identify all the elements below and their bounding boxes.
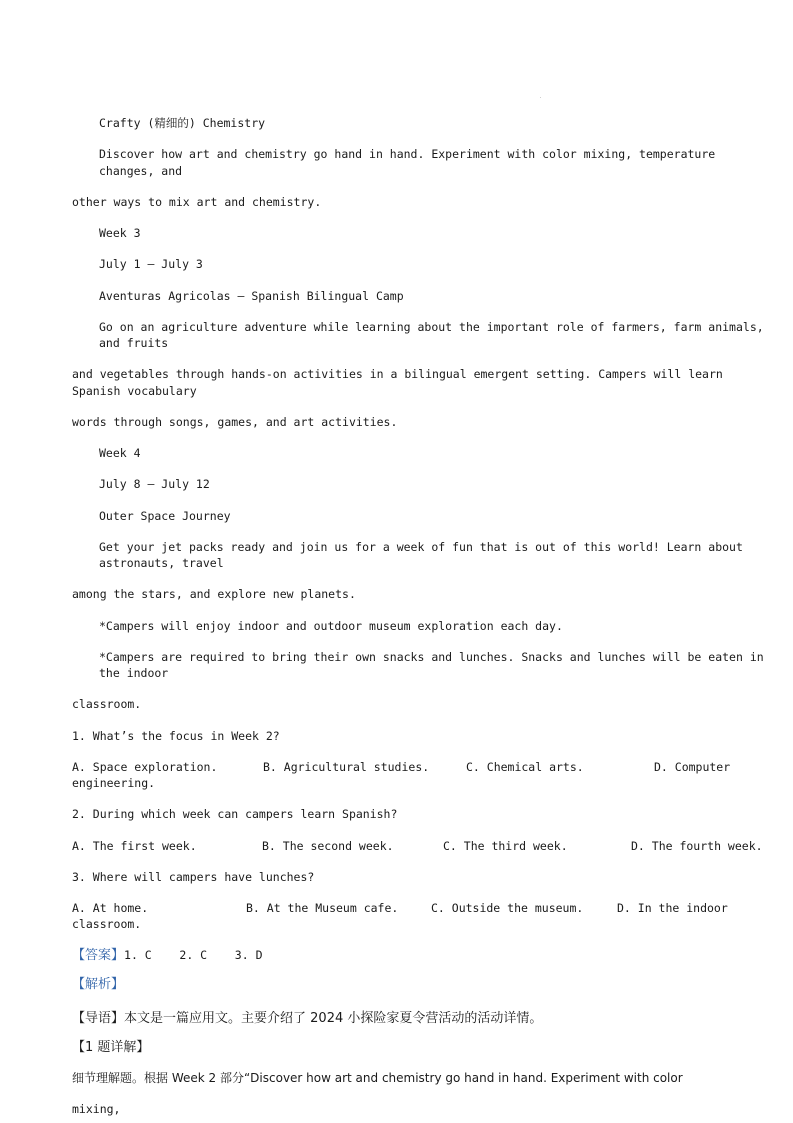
question-2-option-b: B. The second week. bbox=[262, 839, 394, 853]
question-2-stem: 2. During which week can campers learn Spanish? bbox=[72, 807, 398, 821]
week3-desc-line3: words through songs, games, and art activities. bbox=[72, 415, 398, 429]
question-1-option-d: D. Computer bbox=[654, 760, 731, 774]
note-snacks-wrap2: classroom. bbox=[72, 697, 142, 711]
question-1-option-c: C. Chemical arts. bbox=[466, 760, 584, 774]
week3-title: Aventuras Agricolas — Spanish Bilingual Camp bbox=[99, 289, 404, 303]
week2-desc-line1: Discover how art and chemistry go hand in hand. Experiment with color mixing, temperature bbox=[99, 147, 716, 161]
q1-detail-text-body: 细节理解题。根据 Week 2 部分“Discover how art and chemistry go hand in hand. Experiment with color bbox=[72, 1071, 683, 1085]
question-2-option-d: D. The fourth week. bbox=[631, 839, 763, 853]
question-3-stem: 3. Where will campers have lunches? bbox=[72, 870, 315, 884]
answer-line bbox=[72, 947, 263, 964]
week2-desc-line2: other ways to mix art and chemistry. bbox=[72, 195, 322, 209]
question-3-option-d-wrap: classroom. bbox=[72, 917, 142, 931]
week4-label: Week 4 bbox=[99, 446, 141, 460]
question-3-option-a: A. At home. bbox=[72, 901, 149, 915]
week2-title: Crafty (精细的) Chemistry bbox=[99, 116, 266, 130]
q1-detail-text-wrap: mixing, bbox=[72, 1102, 121, 1116]
question-2-option-c: C. The third week. bbox=[443, 839, 568, 853]
guide-text: 本文是一篇应用文。主要介绍了 2024 小探险家夏令营活动的活动详情。 bbox=[124, 1011, 543, 1026]
week3-desc-line2: and vegetables through hands-on activities in a bilingual emergent setting. Campers will learn bbox=[72, 367, 723, 381]
week3-desc-line2-wrap: Spanish vocabulary bbox=[72, 384, 197, 398]
question-1-option-b: B. Agricultural studies. bbox=[263, 760, 430, 774]
answer-label: 【答案】 bbox=[72, 948, 125, 963]
answer-values: 1. C 2. C 3. D bbox=[124, 948, 263, 962]
q1-detail-label: 【1 题详解】 bbox=[72, 1040, 150, 1055]
scan-speck bbox=[540, 97, 541, 98]
question-1-option-d-wrap: engineering. bbox=[72, 776, 156, 790]
week3-dates: July 1 — July 3 bbox=[99, 257, 203, 271]
guide-line bbox=[72, 1010, 542, 1027]
week3-desc-line1: Go on an agriculture adventure while learning about the important role of farmers, farm animals, bbox=[99, 320, 764, 334]
week3-desc-line1-wrap: and fruits bbox=[99, 336, 169, 350]
guide-label: 【导语】 bbox=[72, 1011, 125, 1026]
note-snacks: *Campers are required to bring their own snacks and lunches. Snacks and lunches will be eaten in bbox=[99, 650, 764, 664]
question-1-stem: 1. What’s the focus in Week 2? bbox=[72, 729, 280, 743]
question-3-option-c: C. Outside the museum. bbox=[431, 901, 584, 915]
analysis-label: 【解析】 bbox=[72, 977, 125, 992]
week4-dates: July 8 — July 12 bbox=[99, 477, 210, 491]
week4-desc-line1-wrap: astronauts, travel bbox=[99, 556, 224, 570]
week4-desc-line2: among the stars, and explore new planets. bbox=[72, 587, 356, 601]
question-3-option-b: B. At the Museum cafe. bbox=[246, 901, 399, 915]
week4-desc-line1: Get your jet packs ready and join us for a week of fun that is out of this world! Learn about bbox=[99, 540, 743, 554]
week2-desc-line1-wrap: changes, and bbox=[99, 164, 183, 178]
q1-detail-text bbox=[72, 1070, 683, 1086]
question-1-option-a: A. Space exploration. bbox=[72, 760, 218, 774]
week4-title: Outer Space Journey bbox=[99, 509, 231, 523]
week3-label: Week 3 bbox=[99, 226, 141, 240]
note-snacks-wrap: the indoor bbox=[99, 666, 169, 680]
question-2-option-a: A. The first week. bbox=[72, 839, 197, 853]
note-exploration: *Campers will enjoy indoor and outdoor museum exploration each day. bbox=[99, 619, 563, 633]
question-3-option-d: D. In the indoor bbox=[617, 901, 728, 915]
